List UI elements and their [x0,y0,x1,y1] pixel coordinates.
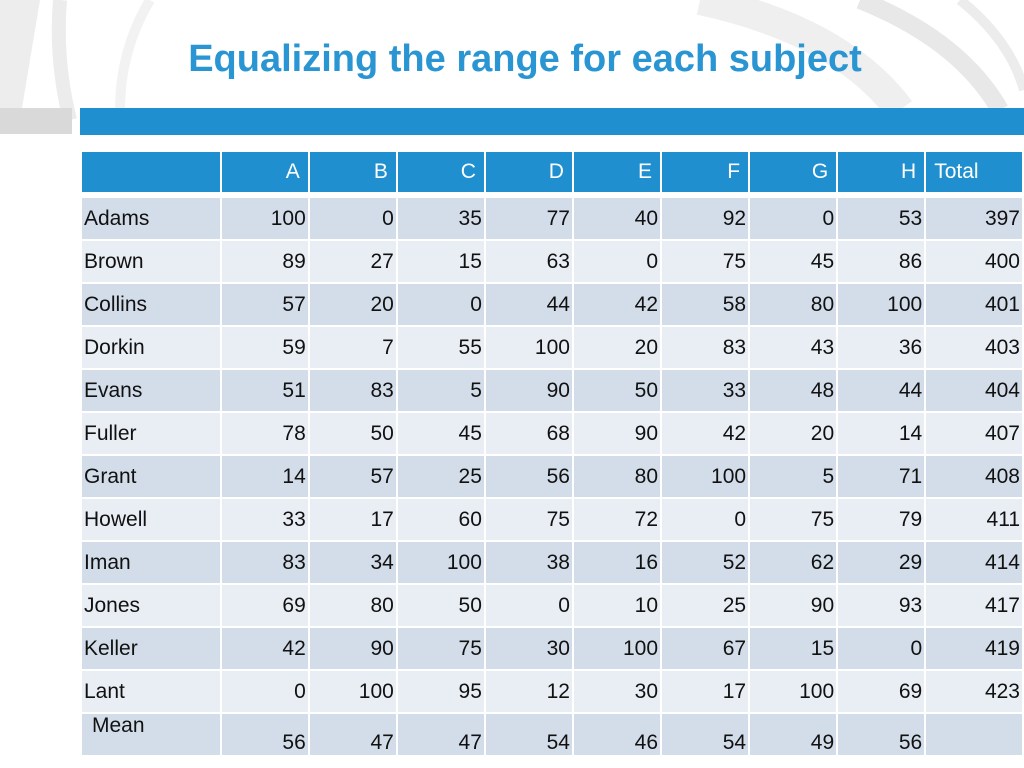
score-cell-total: 407 [926,413,1022,454]
spacer-cell [82,194,1022,196]
score-cell-g: 62 [750,542,836,583]
score-cell-e: 0 [574,241,660,282]
score-cell-h: 71 [838,456,924,497]
score-cell-total: 408 [926,456,1022,497]
score-cell-h: 36 [838,327,924,368]
score-cell-a: 83 [222,542,308,583]
score-cell-a: 33 [222,499,308,540]
score-cell-f: 52 [662,542,748,583]
score-cell-total: 419 [926,628,1022,669]
score-cell-g: 20 [750,413,836,454]
score-cell-a: 0 [222,671,308,712]
student-name-cell: Fuller [82,413,220,454]
student-name-cell: Keller [82,628,220,669]
student-name-cell: Brown [82,241,220,282]
student-name-cell: Collins [82,284,220,325]
score-cell-c: 45 [398,413,484,454]
score-cell-d: 77 [486,198,572,239]
student-name-cell: Adams [82,198,220,239]
score-cell-a: 100 [222,198,308,239]
mean-cell-f: 54 [662,714,748,755]
score-cell-d: 12 [486,671,572,712]
score-cell-g: 48 [750,370,836,411]
score-cell-e: 30 [574,671,660,712]
score-cell-e: 50 [574,370,660,411]
table-row [82,370,1022,411]
table-row [82,284,1022,325]
header-cell-h: H [838,152,924,192]
student-name-cell: Jones [82,585,220,626]
table-row [82,241,1022,282]
score-cell-b: 100 [310,671,396,712]
score-cell-g: 75 [750,499,836,540]
score-cell-d: 30 [486,628,572,669]
score-cell-c: 15 [398,241,484,282]
score-cell-total: 403 [926,327,1022,368]
score-cell-g: 80 [750,284,836,325]
score-cell-e: 10 [574,585,660,626]
mean-cell-c: 47 [398,714,484,755]
mean-cell-h: 56 [838,714,924,755]
header-spacer [82,194,1022,196]
score-cell-b: 83 [310,370,396,411]
table-row [82,499,1022,540]
score-cell-b: 50 [310,413,396,454]
table-row [82,585,1022,626]
score-cell-d: 38 [486,542,572,583]
score-cell-f: 0 [662,499,748,540]
score-cell-total: 400 [926,241,1022,282]
student-name-cell: Lant [82,671,220,712]
score-cell-a: 57 [222,284,308,325]
score-cell-b: 17 [310,499,396,540]
table-row [82,413,1022,454]
score-cell-f: 25 [662,585,748,626]
score-cell-total: 404 [926,370,1022,411]
student-name-cell: Grant [82,456,220,497]
score-cell-b: 0 [310,198,396,239]
score-cell-g: 5 [750,456,836,497]
student-name-cell: Howell [82,499,220,540]
title-accent-bar [80,108,1024,135]
score-cell-d: 63 [486,241,572,282]
header-row [82,152,1022,192]
table-row [82,542,1022,583]
score-cell-a: 69 [222,585,308,626]
mean-cell-a: 56 [222,714,308,755]
score-cell-f: 58 [662,284,748,325]
score-cell-d: 90 [486,370,572,411]
score-cell-e: 80 [574,456,660,497]
header-cell-b: B [310,152,396,192]
score-cell-h: 29 [838,542,924,583]
mean-cell-d: 54 [486,714,572,755]
score-cell-total: 401 [926,284,1022,325]
mean-cell-b: 47 [310,714,396,755]
score-cell-h: 53 [838,198,924,239]
score-cell-a: 51 [222,370,308,411]
score-cell-f: 67 [662,628,748,669]
table-row [82,671,1022,712]
table-row [82,628,1022,669]
score-cell-d: 56 [486,456,572,497]
header-cell-f: F [662,152,748,192]
score-cell-c: 75 [398,628,484,669]
score-cell-d: 0 [486,585,572,626]
score-cell-e: 100 [574,628,660,669]
score-cell-b: 57 [310,456,396,497]
score-cell-h: 44 [838,370,924,411]
scores-table [80,150,1024,757]
header-cell-g: G [750,152,836,192]
header-cell-d: D [486,152,572,192]
header-cell-name [82,152,220,192]
score-cell-e: 16 [574,542,660,583]
mean-label-cell: Mean [82,714,220,755]
header-cell-c: C [398,152,484,192]
score-cell-f: 17 [662,671,748,712]
score-cell-g: 0 [750,198,836,239]
score-cell-total: 411 [926,499,1022,540]
score-cell-c: 60 [398,499,484,540]
score-cell-c: 5 [398,370,484,411]
student-name-cell: Iman [82,542,220,583]
table-row [82,198,1022,239]
score-cell-d: 68 [486,413,572,454]
score-cell-a: 42 [222,628,308,669]
mean-cell-g: 49 [750,714,836,755]
score-cell-total: 414 [926,542,1022,583]
score-cell-e: 20 [574,327,660,368]
score-cell-a: 78 [222,413,308,454]
score-cell-e: 40 [574,198,660,239]
score-cell-c: 25 [398,456,484,497]
score-cell-b: 20 [310,284,396,325]
score-cell-b: 34 [310,542,396,583]
score-cell-c: 35 [398,198,484,239]
score-cell-e: 90 [574,413,660,454]
student-name-cell: Dorkin [82,327,220,368]
score-cell-total: 423 [926,671,1022,712]
student-name-cell: Evans [82,370,220,411]
score-cell-a: 14 [222,456,308,497]
mean-row [82,714,1022,755]
score-cell-f: 92 [662,198,748,239]
score-cell-f: 100 [662,456,748,497]
header-cell-e: E [574,152,660,192]
score-cell-d: 44 [486,284,572,325]
score-cell-h: 69 [838,671,924,712]
score-cell-b: 90 [310,628,396,669]
score-cell-e: 72 [574,499,660,540]
score-cell-c: 50 [398,585,484,626]
table-body [82,194,1022,755]
score-cell-a: 89 [222,241,308,282]
score-cell-g: 43 [750,327,836,368]
score-cell-g: 90 [750,585,836,626]
score-cell-h: 100 [838,284,924,325]
score-cell-c: 55 [398,327,484,368]
score-cell-a: 59 [222,327,308,368]
score-cell-f: 83 [662,327,748,368]
score-cell-h: 86 [838,241,924,282]
score-cell-b: 80 [310,585,396,626]
header-cell-a: A [222,152,308,192]
score-cell-h: 0 [838,628,924,669]
score-cell-c: 95 [398,671,484,712]
mean-cell-total [926,714,1022,755]
score-cell-e: 42 [574,284,660,325]
score-cell-g: 45 [750,241,836,282]
score-cell-c: 100 [398,542,484,583]
score-cell-h: 14 [838,413,924,454]
score-cell-g: 15 [750,628,836,669]
table-row [82,327,1022,368]
score-cell-total: 417 [926,585,1022,626]
score-cell-b: 7 [310,327,396,368]
score-cell-f: 33 [662,370,748,411]
score-cell-f: 75 [662,241,748,282]
slide-title: Equalizing the range for each subject [188,38,862,80]
left-gray-bar [0,108,72,134]
score-cell-c: 0 [398,284,484,325]
header-cell-total: Total [926,152,1022,192]
score-cell-d: 100 [486,327,572,368]
score-cell-g: 100 [750,671,836,712]
score-cell-d: 75 [486,499,572,540]
score-cell-h: 79 [838,499,924,540]
table-row [82,456,1022,497]
score-cell-f: 42 [662,413,748,454]
mean-cell-e: 46 [574,714,660,755]
score-cell-b: 27 [310,241,396,282]
score-cell-total: 397 [926,198,1022,239]
score-cell-h: 93 [838,585,924,626]
